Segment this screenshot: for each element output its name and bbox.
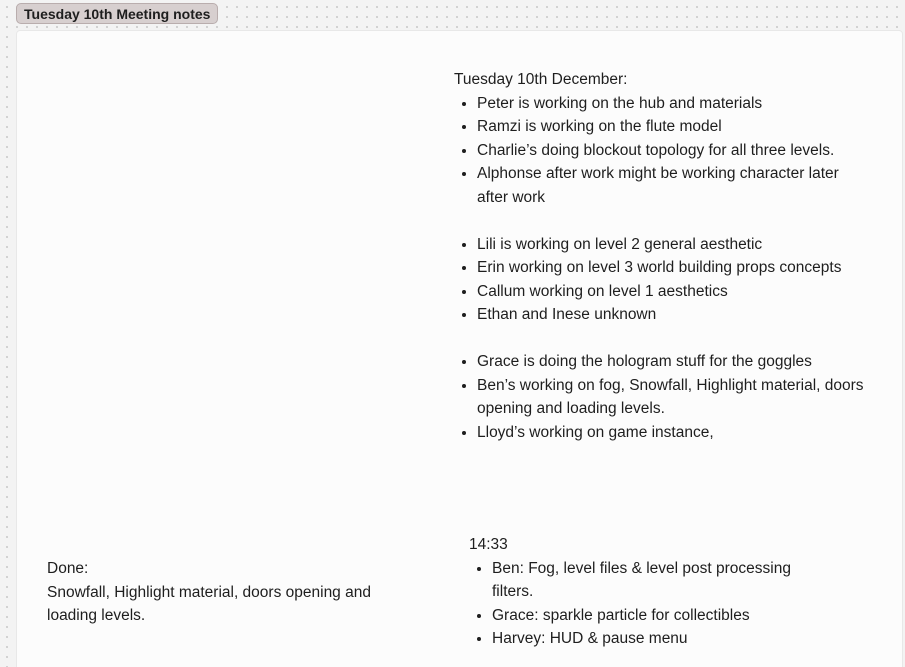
list-item: • Harvey: HUD & pause menu [492,627,829,651]
note-heading: Done: [47,560,89,577]
list-item: • Lili is working on level 2 general aesthetic [477,233,894,257]
list-spacer [477,209,894,233]
list-item: • Alphonse after work might be working character later after work [477,162,867,209]
sticky-note-done[interactable] [47,557,407,628]
sticky-note-meeting[interactable] [454,68,894,444]
note-heading: Tuesday 10th December: [454,71,628,88]
sticky-note-time[interactable] [469,533,829,651]
list-item: • Erin working on level 3 world building props concepts [477,256,894,280]
note-list [469,557,829,651]
list-item: • Ben’s working on fog, Snowfall, Highlight material, doors opening and loading levels. [477,374,882,421]
list-item: • Ben: Fog, level files & level post processing filters. [492,557,812,604]
list-item: • Grace is doing the hologram stuff for the goggles [477,350,894,374]
list-item: • Ethan and Inese unknown [477,303,894,327]
list-item: • Ramzi is working on the flute model [477,115,894,139]
list-item: • Charlie’s doing blockout topology for all three levels. [477,139,894,163]
list-item: • Peter is working on the hub and materials [477,92,894,116]
note-heading: 14:33 [469,536,508,553]
note-body: Snowfall, Highlight material, doors opening and loading levels. [47,583,371,624]
section-title[interactable]: Tuesday 10th Meeting notes [16,3,218,24]
list-item: • Lloyd’s working on game instance, [477,421,894,445]
list-spacer [477,327,894,351]
note-list [454,92,894,445]
list-item: • Callum working on level 1 aesthetics [477,280,894,304]
list-item: • Grace: sparkle particle for collectibles [492,604,829,628]
